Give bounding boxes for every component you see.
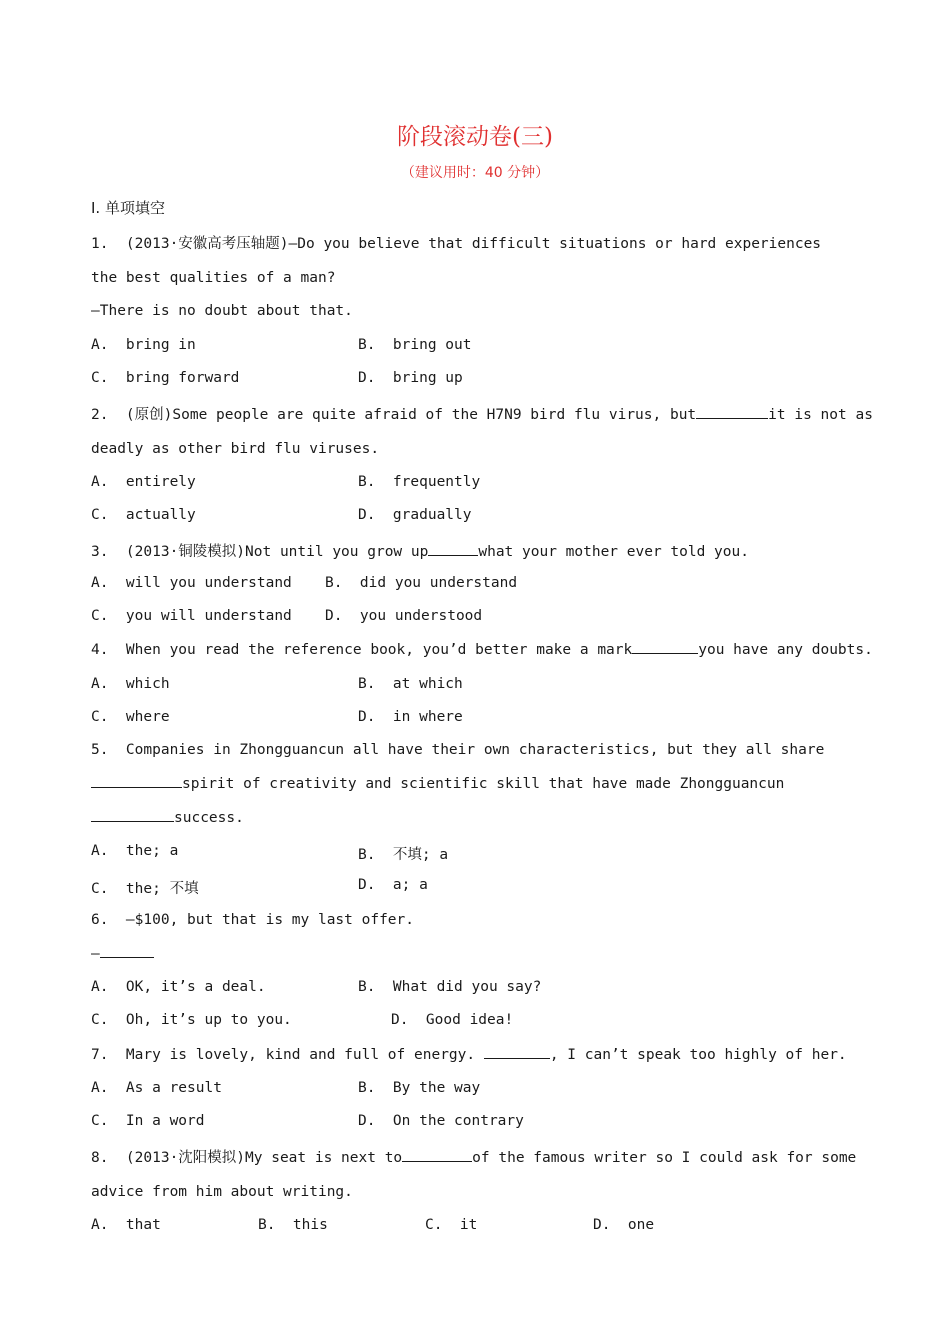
question-5-option-a: A. the; a: [91, 843, 179, 859]
question-1-option-d: D. bring up: [358, 370, 463, 386]
question-4-option-d: D. in where: [358, 709, 463, 725]
question-2-text-a: 2. (原创)Some people are quite afraid of the H7N9 bird flu virus, but: [91, 407, 697, 423]
question-8-text-b: of the famous writer so I could ask for some: [472, 1150, 857, 1166]
answer-blank: [91, 775, 182, 788]
question-6-dash: —: [91, 946, 100, 962]
question-6-line-1: 6. —$100, but that is my last offer.: [91, 912, 415, 928]
question-7-option-c: C. In a word: [91, 1113, 205, 1129]
question-5-line-2: [91, 775, 784, 792]
question-2-option-b: B. frequently: [358, 474, 481, 490]
question-4-option-a: A. which: [91, 676, 170, 692]
question-2-option-a: A. entirely: [91, 474, 196, 490]
question-2-text-b: it is not as: [768, 407, 873, 423]
question-5-line-1: 5. Companies in Zhongguancun all have their own characteristics, but they all share: [91, 742, 825, 758]
question-5-line-3: [91, 809, 244, 826]
question-1-line-1: 1. (2013·安徽高考压轴题)—Do you believe that difficult situations or hard experiences: [91, 236, 822, 252]
question-8-text-a: 8. (2013·沈阳模拟)My seat is next to: [91, 1150, 403, 1166]
question-8-option-a: A. that: [91, 1217, 161, 1233]
question-8-option-c: C. it: [425, 1217, 478, 1233]
question-5-option-b: B. 不填; a: [358, 847, 449, 863]
question-3-option-b: B. did you understand: [325, 575, 518, 591]
question-7-option-a: A. As a result: [91, 1080, 222, 1096]
time-suggestion: （建议用时：40 分钟）: [400, 165, 550, 181]
answer-blank: [91, 809, 174, 822]
question-2-line-1: [91, 403, 873, 424]
question-2-option-c: C. actually: [91, 507, 196, 523]
page-title: 阶段滚动卷(三): [397, 124, 553, 150]
question-4-option-b: B. at which: [358, 676, 463, 692]
question-4-text-b: you have any doubts.: [698, 642, 873, 658]
question-4-line-1: [91, 641, 873, 658]
answer-blank: [484, 1046, 550, 1059]
question-8-option-d: D. one: [593, 1217, 655, 1233]
question-6-option-c: C. Oh, it’s up to you.: [91, 1012, 292, 1028]
question-1-line-2: the best qualities of a man?: [91, 270, 336, 286]
question-2-option-d: D. gradually: [358, 507, 472, 523]
question-7-option-d: D. On the contrary: [358, 1113, 524, 1129]
question-5-text-b: spirit of creativity and scientific skill that have made Zhongguancun: [182, 776, 785, 792]
answer-blank: [632, 641, 698, 654]
answer-blank: [402, 1149, 472, 1162]
question-3-option-d: D. you understood: [325, 608, 483, 624]
question-1-option-b: B. bring out: [358, 337, 472, 353]
question-2-line-2: deadly as other bird flu viruses.: [91, 441, 380, 457]
question-1-option-c: C. bring forward: [91, 370, 240, 386]
question-7-text-b: , I can’t speak too highly of her.: [549, 1047, 847, 1063]
question-5-text-c: success.: [174, 810, 244, 826]
question-5-option-c: C. the; 不填: [91, 881, 199, 897]
question-7-text-a: 7. Mary is lovely, kind and full of energy.: [91, 1047, 476, 1063]
question-6-option-b: B. What did you say?: [358, 979, 542, 995]
answer-blank: [100, 945, 154, 958]
question-4-text-a: 4. When you read the reference book, you’d better make a mark: [91, 642, 633, 658]
section-heading: Ⅰ. 单项填空: [91, 199, 165, 217]
question-8-line-1: [91, 1146, 856, 1167]
question-5-option-d: D. a; a: [358, 877, 428, 893]
question-3-option-c: C. you will understand: [91, 608, 292, 624]
answer-blank: [428, 543, 478, 556]
question-8-line-2: advice from him about writing.: [91, 1184, 353, 1200]
question-7-line-1: [91, 1046, 847, 1063]
question-1-line-3: —There is no doubt about that.: [91, 303, 353, 319]
question-8-option-b: B. this: [258, 1217, 328, 1233]
question-3-line-1: [91, 540, 749, 561]
question-4-option-c: C. where: [91, 709, 170, 725]
question-3-text-a: 3. (2013·铜陵模拟)Not until you grow up: [91, 544, 429, 560]
question-6-option-d: D. Good idea!: [391, 1012, 514, 1028]
answer-blank: [696, 406, 768, 419]
question-6-option-a: A. OK, it’s a deal.: [91, 979, 266, 995]
question-6-line-2: [91, 945, 154, 962]
question-3-option-a: A. will you understand: [91, 575, 292, 591]
question-1-option-a: A. bring in: [91, 337, 196, 353]
question-3-text-b: what your mother ever told you.: [478, 544, 749, 560]
question-7-option-b: B. By the way: [358, 1080, 481, 1096]
